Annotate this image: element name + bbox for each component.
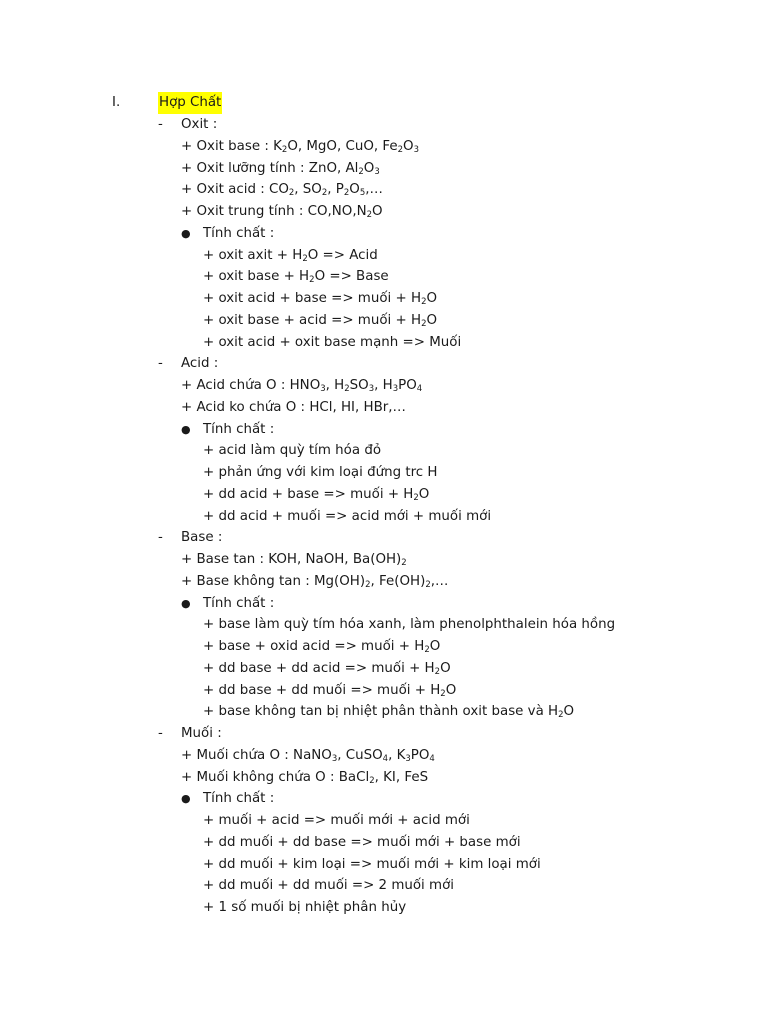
dash-marker: - [158, 356, 163, 372]
line-text: Tính chất : [203, 595, 275, 611]
line-text: Tính chất : [203, 421, 275, 437]
subscript: 5 [359, 188, 366, 199]
line-text: + base không tan bị nhiệt phân thành oxit base và $H_2O$ [203, 704, 575, 721]
subscript: 3 [374, 166, 380, 177]
subscript: 2 [424, 645, 430, 655]
line-text: + base làm quỳ tím hóa xanh, làm phenolphthalein hóa hồng [203, 617, 616, 633]
bullet-icon: ● [181, 792, 191, 806]
subscript: 2 [343, 188, 350, 199]
line-text: + Muối không chứa O : BaCl$_2$, KI, FeS [181, 769, 429, 786]
line-text: + dd muối + kim loại => muối mới + kim loại mới [203, 856, 541, 872]
subscript: 4 [429, 753, 435, 764]
subscript: 3 [392, 384, 399, 394]
line-text: + dd base + dd acid => muối + $H_2O$ [203, 660, 451, 677]
line-text: + Acid chứa O : $HNO_3$, $H_2SO_3$, $H_3PO_4$ [181, 378, 423, 394]
subscript: 2 [369, 775, 375, 786]
subscript: 2 [321, 188, 328, 199]
bullet-icon: ● [181, 596, 191, 610]
subscript: 3 [331, 753, 338, 764]
subscript: 2 [425, 579, 431, 590]
subscript: 2 [365, 579, 371, 590]
subscript: 2 [413, 492, 419, 503]
line-text: + acid làm quỳ tím hóa đỏ [203, 443, 382, 459]
line-text: + oxit acid + base => muối + $H_2O$ [203, 291, 438, 307]
line-text: + base + oxid acid => muối + $H_2O$ [203, 639, 441, 655]
line-text: + Acid ko chứa O : HCl, HI, HBr,… [181, 399, 406, 415]
subscript: 2 [401, 558, 407, 568]
line-text: Muối : [181, 726, 222, 741]
subscript: 3 [405, 753, 411, 764]
line-text: + Oxit lưỡng tính : ZnO, $Al_2O_3$ [181, 160, 380, 177]
subscript: 2 [281, 144, 288, 155]
line-text: + Oxit trung tính : $CO,NO,N_2O$ [181, 204, 383, 220]
subscript: 2 [440, 688, 446, 699]
subscript: 2 [344, 384, 350, 394]
dash-marker: - [158, 726, 163, 741]
subscript: 2 [397, 144, 404, 155]
line-text: Tính chất : [203, 791, 275, 807]
subscript: 2 [366, 210, 373, 220]
line-text: + Base tan : KOH, NaOH, $Ba(OH)_2$ [181, 552, 407, 568]
line-text: + Base không tan : $Mg(OH)_2$, $Fe(OH)_2,\dots$ [181, 573, 449, 590]
line-text: Oxit : [181, 117, 218, 132]
subscript: 2 [421, 318, 427, 329]
line-text: + Oxit acid : $CO_2$, $SO_2$, $P_2O_5,\dots$ [181, 182, 383, 199]
line-text: + dd base + dd muối => muối + $H_2O$ [203, 682, 457, 699]
line-text: + oxit base + $H_2O$ => Base [203, 269, 389, 286]
line-text: Tính chất : [203, 225, 275, 241]
subscript: 2 [358, 166, 364, 177]
bullet-icon: ● [181, 422, 191, 436]
line-text: + oxit axit + $H_2O$ => Acid [203, 247, 378, 264]
bullet-icon: ● [181, 226, 191, 240]
line-text: + dd acid + muối => acid mới + muối mới [203, 508, 492, 524]
line-text: + oxit acid + oxit base mạnh => Muối [203, 334, 462, 350]
subscript: 4 [382, 753, 389, 764]
subscript: 3 [368, 384, 375, 394]
subscript: 2 [309, 275, 315, 286]
subscript: 3 [320, 384, 326, 394]
line-text: Base : [181, 530, 223, 546]
subscript: 2 [558, 710, 564, 721]
line-text: + phản ứng với kim loại đứng trc H [203, 465, 438, 480]
dash-marker: - [158, 117, 163, 132]
line-text: + dd muối + dd base => muối mới + base mới [203, 834, 521, 850]
line-text: + Oxit base : $K_2O$, MgO, CuO, $Fe_2O_3$ [181, 138, 419, 155]
subscript: 2 [434, 666, 441, 677]
subscript: 3 [413, 144, 419, 155]
section-number: I. [112, 95, 121, 110]
dash-marker: - [158, 530, 163, 546]
subscript: 2 [288, 188, 295, 199]
subscript: 2 [302, 253, 308, 264]
subscript: 2 [421, 297, 427, 307]
line-text: + muối + acid => muối mới + acid mới [203, 813, 470, 828]
line-text: Acid : [181, 356, 219, 372]
subscript: 4 [416, 384, 423, 394]
line-text: + Muối chứa O : NaNO$_3$, CuSO$_4$, $K_3PO_4$ [181, 747, 435, 764]
line-text: + 1 số muối bị nhiệt phân hủy [203, 900, 407, 915]
line-text: + dd acid + base => muối + $H_2O$ [203, 486, 430, 503]
line-text: + dd muối + dd muối => 2 muối mới [203, 878, 454, 894]
section-title: Hợp Chất [158, 92, 222, 114]
line-text: + oxit base + acid => muối + $H_2O$ [203, 312, 438, 329]
